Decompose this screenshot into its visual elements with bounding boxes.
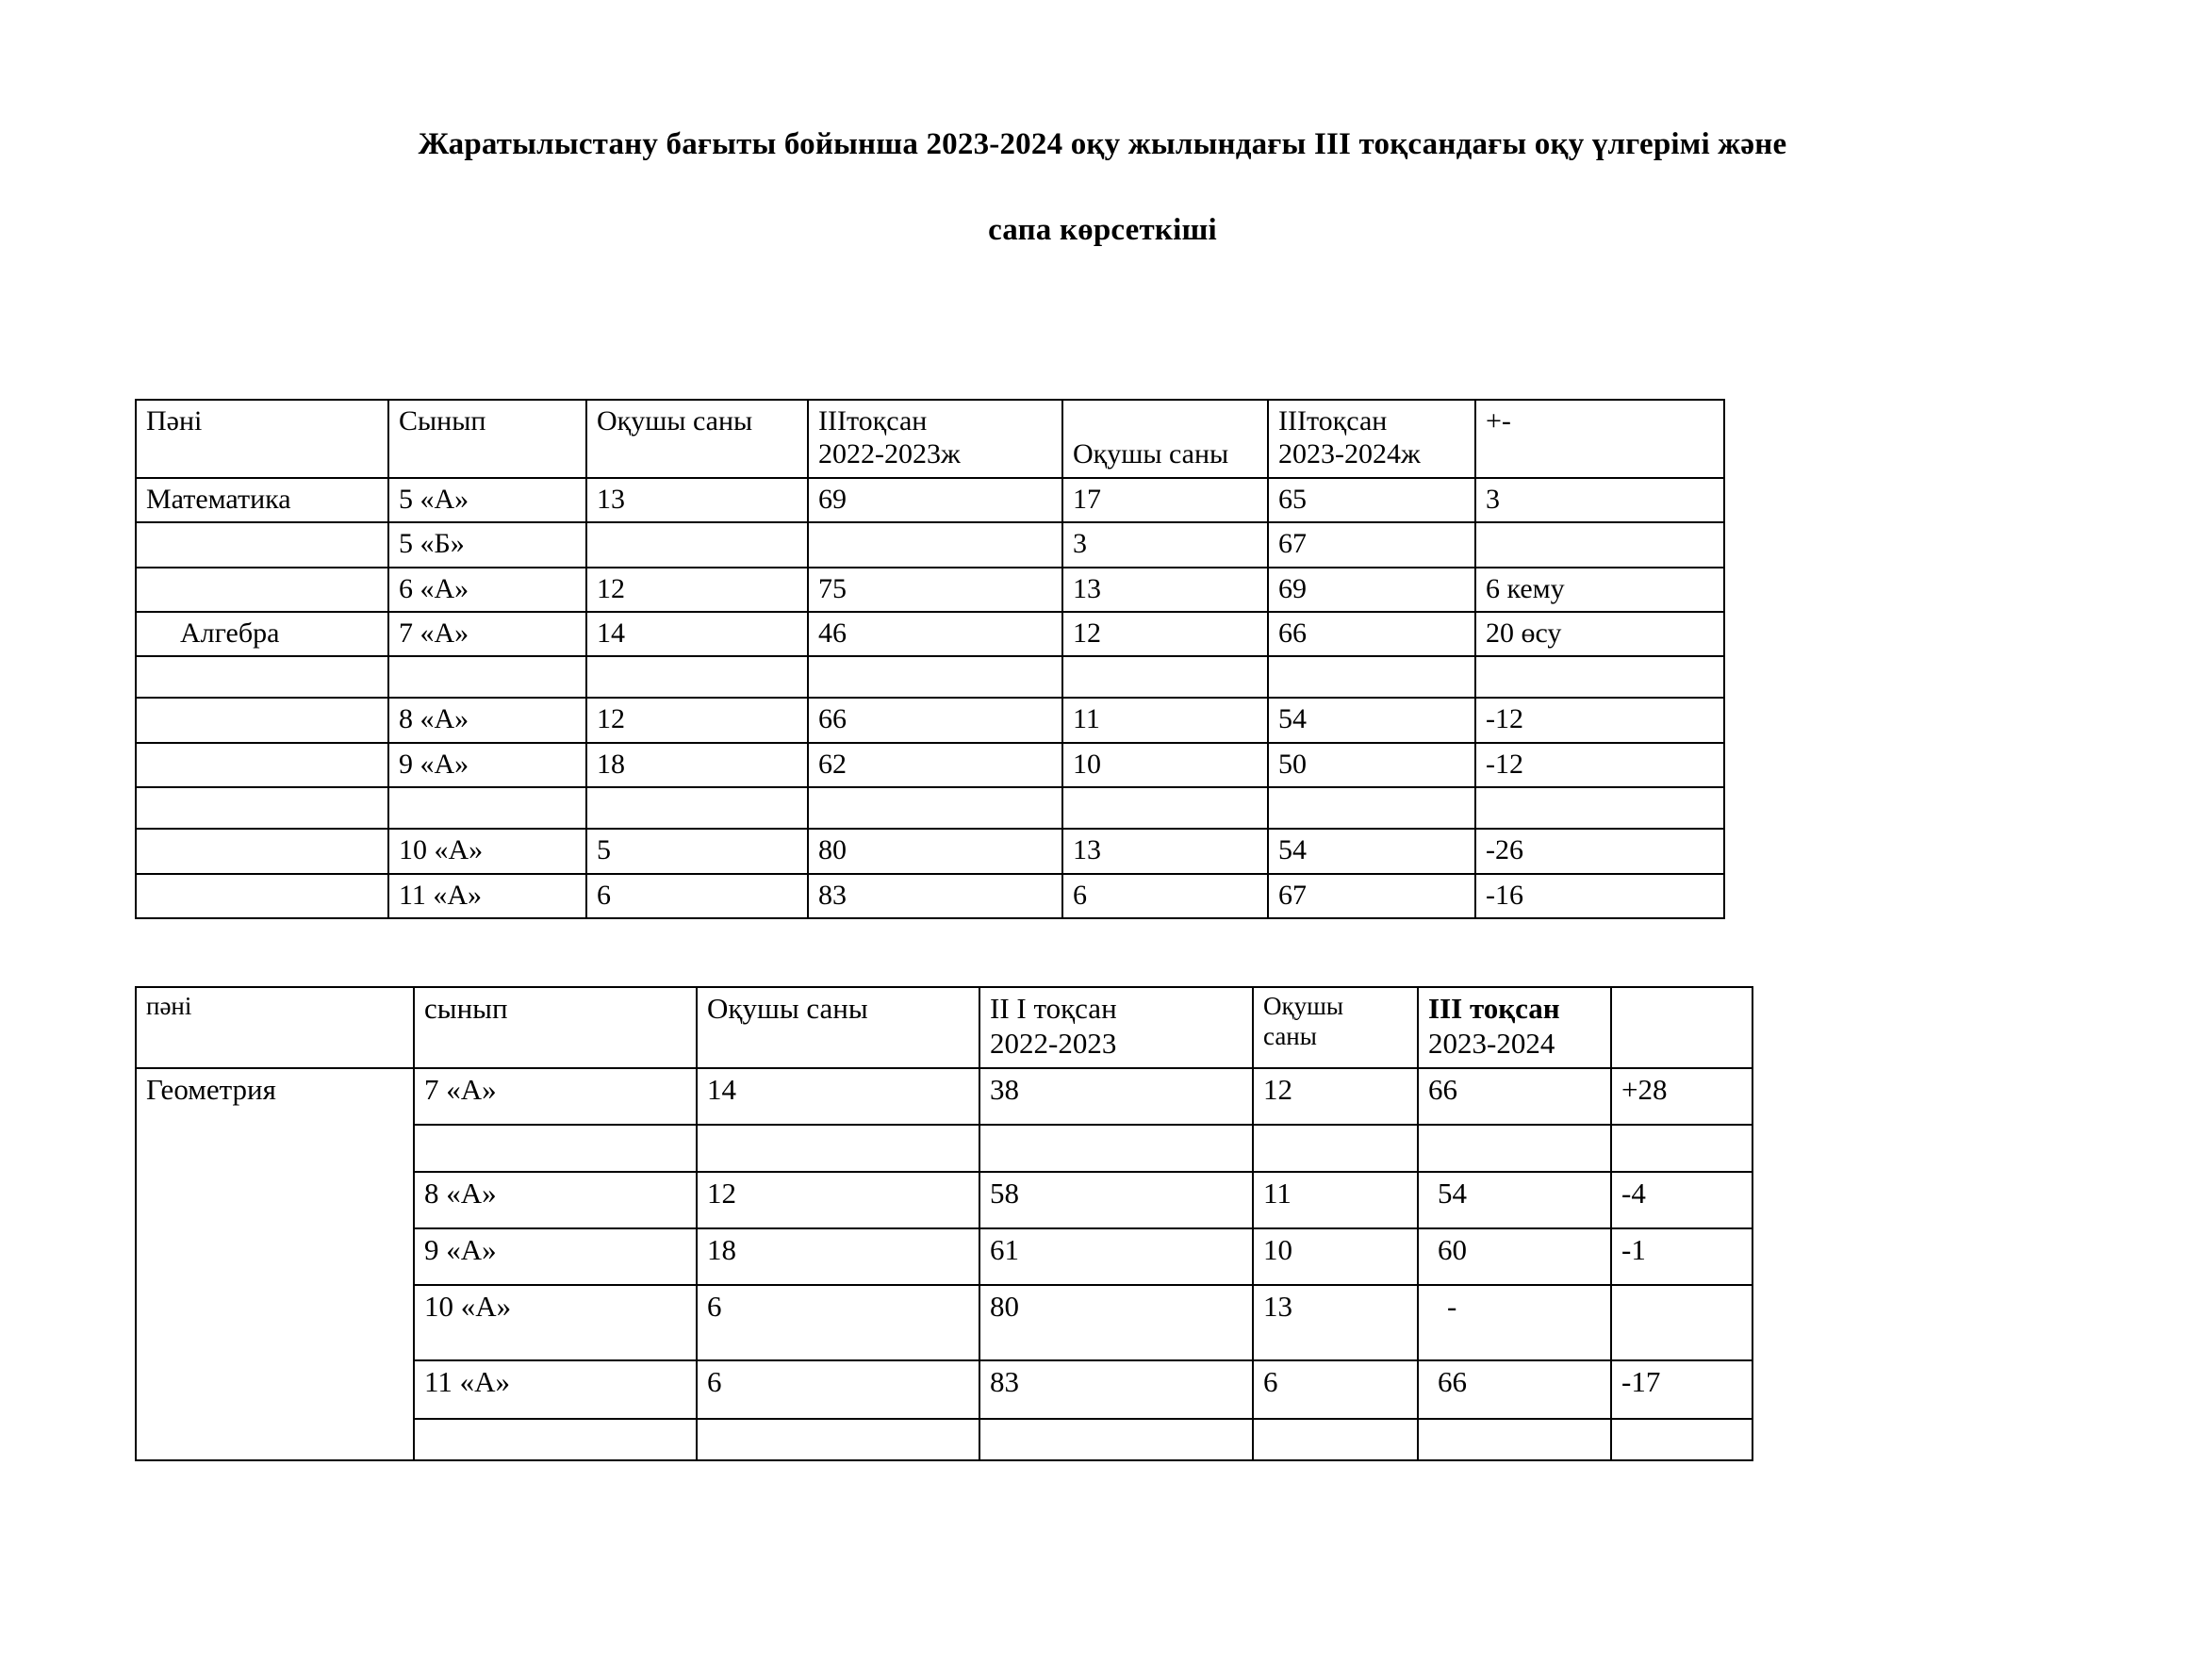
- cell-quarter-cur: -: [1418, 1285, 1611, 1360]
- header-class: сынып: [414, 987, 697, 1068]
- subject-algebra: Алгебра: [136, 612, 388, 656]
- header-quarter-cur-line2: 2023-2024: [1428, 1026, 1555, 1060]
- cell-diff: [1475, 656, 1724, 698]
- cell-class: 7 «А»: [388, 612, 586, 656]
- cell-class: 9 «А»: [388, 743, 586, 787]
- cell-quarter-prev: 75: [808, 568, 1062, 612]
- table-row: [136, 829, 1724, 873]
- cell-class: 8 «А»: [414, 1172, 697, 1228]
- table-row: [136, 656, 1724, 698]
- header-quarter-prev-line2: 2022-2023ж: [818, 438, 961, 470]
- cell-students-cur: 3: [1062, 522, 1268, 567]
- table-row: [136, 1068, 1752, 1125]
- cell-class: 5 «Б»: [388, 522, 586, 567]
- cell-quarter-prev: 46: [808, 612, 1062, 656]
- header-diff: [1611, 987, 1752, 1068]
- document-page: [0, 121, 2205, 1680]
- header-quarter-cur-line1: IIIтоқсан: [1278, 405, 1388, 436]
- header-quarter-cur: [1268, 400, 1475, 478]
- cell-quarter-cur: 66: [1268, 612, 1475, 656]
- table-row: [136, 568, 1724, 612]
- cell-diff: 6 кему: [1475, 568, 1724, 612]
- cell-diff: 3: [1475, 478, 1724, 522]
- cell-students-prev: 12: [586, 568, 808, 612]
- cell-quarter-cur: [1418, 1419, 1611, 1460]
- cell-quarter-prev: [808, 522, 1062, 567]
- cell-quarter-prev: [808, 787, 1062, 829]
- cell-class: 10 «А»: [414, 1285, 697, 1360]
- header-quarter-prev-line1: IIIтоқсан: [818, 405, 928, 436]
- header-students-cur: Оқушы саны: [1062, 400, 1268, 478]
- header-quarter-prev-line1: II I тоқсан: [990, 992, 1117, 1025]
- cell-students-prev: 12: [586, 698, 808, 742]
- cell-diff: 20 өсу: [1475, 612, 1724, 656]
- header-students-cur-line2: саны: [1263, 1021, 1317, 1050]
- cell-class: 6 «А»: [388, 568, 586, 612]
- cell-quarter-cur: 66: [1418, 1360, 1611, 1419]
- cell-class: 11 «А»: [388, 874, 586, 918]
- cell-class: 10 «А»: [388, 829, 586, 873]
- header-students-prev: Оқушы саны: [586, 400, 808, 478]
- cell-diff: -26: [1475, 829, 1724, 873]
- cell-students-cur: [1062, 656, 1268, 698]
- cell-students-prev: 14: [697, 1068, 979, 1125]
- cell-students-prev: 5: [586, 829, 808, 873]
- header-subject: пәні: [136, 987, 414, 1068]
- cell-students-cur: 17: [1062, 478, 1268, 522]
- cell-students-prev: 12: [697, 1172, 979, 1228]
- cell-students-prev: 6: [697, 1360, 979, 1419]
- table-row: [136, 478, 1724, 522]
- table-row: [136, 698, 1724, 742]
- table-row: [136, 612, 1724, 656]
- cell-students-prev: [697, 1125, 979, 1172]
- cell-quarter-prev: 80: [808, 829, 1062, 873]
- cell-quarter-prev: [979, 1125, 1253, 1172]
- cell-students-cur: [1253, 1125, 1418, 1172]
- table-row: [136, 522, 1724, 567]
- cell-students-cur: [1062, 787, 1268, 829]
- cell-students-cur: 11: [1253, 1172, 1418, 1228]
- cell-quarter-prev: 62: [808, 743, 1062, 787]
- cell-quarter-prev: 80: [979, 1285, 1253, 1360]
- title-line-1: Жаратылыстану бағыты бойынша 2023-2024 оқу жылындағы III тоқсандағы оқу үлгерімі және: [418, 127, 1787, 161]
- cell-diff: [1611, 1125, 1752, 1172]
- cell-students-cur: 10: [1253, 1228, 1418, 1285]
- header-class: Сынып: [388, 400, 586, 478]
- table-row: [136, 743, 1724, 787]
- cell-quarter-cur: [1268, 787, 1475, 829]
- cell-students-cur: [1253, 1419, 1418, 1460]
- subject-continuation: [136, 568, 388, 612]
- table-header-row: [136, 400, 1724, 478]
- cell-quarter-prev: 83: [979, 1360, 1253, 1419]
- cell-class: 5 «А»: [388, 478, 586, 522]
- cell-diff: -16: [1475, 874, 1724, 918]
- cell-diff: [1611, 1419, 1752, 1460]
- cell-students-cur: 12: [1253, 1068, 1418, 1125]
- cell-diff: +28: [1611, 1068, 1752, 1125]
- cell-class: [388, 787, 586, 829]
- cell-class: 11 «А»: [414, 1360, 697, 1419]
- cell-class: [414, 1125, 697, 1172]
- cell-students-cur: 13: [1253, 1285, 1418, 1360]
- cell-class: 8 «А»: [388, 698, 586, 742]
- cell-students-cur: 6: [1062, 874, 1268, 918]
- cell-students-prev: [586, 522, 808, 567]
- cell-diff: -4: [1611, 1172, 1752, 1228]
- cell-quarter-cur: 66: [1418, 1068, 1611, 1125]
- subject-continuation: [136, 829, 388, 873]
- cell-quarter-prev: [979, 1419, 1253, 1460]
- cell-diff: [1475, 522, 1724, 567]
- cell-students-cur: 10: [1062, 743, 1268, 787]
- cell-quarter-cur: 50: [1268, 743, 1475, 787]
- cell-students-prev: 18: [586, 743, 808, 787]
- cell-students-cur: 13: [1062, 829, 1268, 873]
- cell-quarter-cur: 60: [1418, 1228, 1611, 1285]
- table-geometry: [135, 986, 1753, 1461]
- cell-students-prev: 13: [586, 478, 808, 522]
- cell-students-cur: 12: [1062, 612, 1268, 656]
- subject-continuation: [136, 874, 388, 918]
- header-students-prev: Оқушы саны: [697, 987, 979, 1068]
- cell-quarter-prev: 69: [808, 478, 1062, 522]
- table-row: [136, 787, 1724, 829]
- cell-students-prev: 6: [697, 1285, 979, 1360]
- subject-math: Математика: [136, 478, 388, 522]
- cell-quarter-cur: 54: [1268, 829, 1475, 873]
- cell-quarter-prev: 58: [979, 1172, 1253, 1228]
- cell-quarter-cur: [1268, 656, 1475, 698]
- header-quarter-prev: [979, 987, 1253, 1068]
- table-row: [136, 874, 1724, 918]
- subject-continuation: [136, 698, 388, 742]
- cell-students-cur: 13: [1062, 568, 1268, 612]
- cell-class: 7 «А»: [414, 1068, 697, 1125]
- cell-diff: [1475, 787, 1724, 829]
- cell-students-cur: 11: [1062, 698, 1268, 742]
- cell-quarter-cur: 67: [1268, 522, 1475, 567]
- cell-diff: [1611, 1285, 1752, 1360]
- cell-students-prev: 14: [586, 612, 808, 656]
- cell-diff: -1: [1611, 1228, 1752, 1285]
- subject-continuation: [136, 656, 388, 698]
- cell-diff: -12: [1475, 698, 1724, 742]
- cell-quarter-prev: 38: [979, 1068, 1253, 1125]
- cell-quarter-cur: 65: [1268, 478, 1475, 522]
- cell-diff: -12: [1475, 743, 1724, 787]
- cell-students-cur: 6: [1253, 1360, 1418, 1419]
- cell-quarter-cur: 54: [1418, 1172, 1611, 1228]
- table-header-row: [136, 987, 1752, 1068]
- header-diff: +-: [1475, 400, 1724, 478]
- cell-class: [388, 656, 586, 698]
- cell-students-prev: [586, 787, 808, 829]
- subject-geometry: Геометрия: [136, 1068, 414, 1460]
- subject-continuation: [136, 743, 388, 787]
- cell-students-prev: [697, 1419, 979, 1460]
- header-quarter-prev-line2: 2022-2023: [990, 1026, 1117, 1060]
- header-students-cur: [1253, 987, 1418, 1068]
- cell-students-prev: 18: [697, 1228, 979, 1285]
- header-subject: Пәні: [136, 400, 388, 478]
- cell-diff: -17: [1611, 1360, 1752, 1419]
- cell-quarter-prev: [808, 656, 1062, 698]
- cell-class: [414, 1419, 697, 1460]
- cell-quarter-prev: 66: [808, 698, 1062, 742]
- cell-quarter-cur: [1418, 1125, 1611, 1172]
- subject-continuation: [136, 522, 388, 567]
- cell-students-prev: 6: [586, 874, 808, 918]
- cell-quarter-cur: 54: [1268, 698, 1475, 742]
- document-title: [0, 121, 2205, 255]
- cell-quarter-cur: 69: [1268, 568, 1475, 612]
- header-students-cur-line1: Оқушы: [1263, 992, 1344, 1020]
- header-quarter-cur-line2: 2023-2024ж: [1278, 438, 1421, 470]
- cell-quarter-prev: 61: [979, 1228, 1253, 1285]
- cell-students-prev: [586, 656, 808, 698]
- title-line-2: сапа көрсеткіші: [988, 213, 1217, 248]
- cell-quarter-prev: 83: [808, 874, 1062, 918]
- header-quarter-cur: [1418, 987, 1611, 1068]
- subject-continuation: [136, 787, 388, 829]
- cell-class: 9 «А»: [414, 1228, 697, 1285]
- table-math-algebra: [135, 399, 1725, 919]
- header-quarter-prev: [808, 400, 1062, 478]
- cell-quarter-cur: 67: [1268, 874, 1475, 918]
- header-quarter-cur-line1: III тоқсан: [1428, 992, 1560, 1025]
